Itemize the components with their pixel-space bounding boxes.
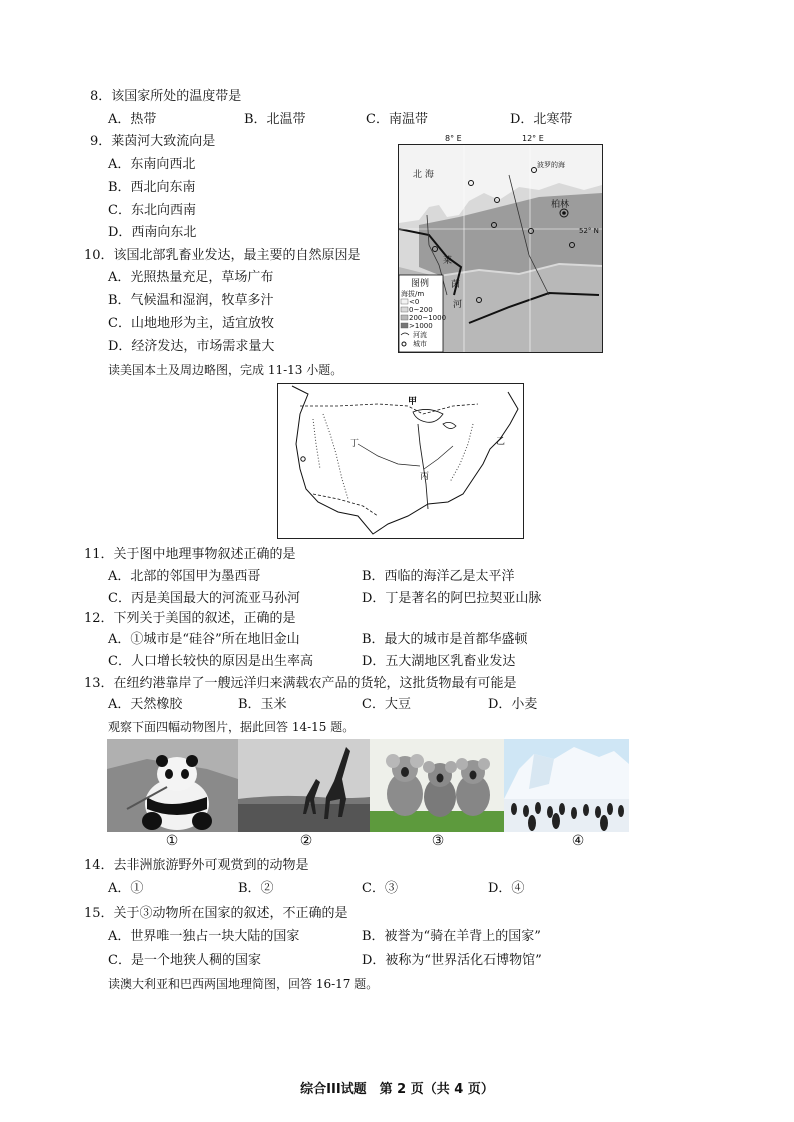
q9-stem: 9．莱茵河大致流向是 (90, 134, 216, 149)
q14-option-a: A．① (108, 881, 144, 896)
q13-option-c: C．大豆 (362, 697, 411, 712)
q8-option-c: C．南温带 (366, 112, 428, 127)
q15-option-b: B．被誉为“骑在羊背上的国家” (362, 929, 541, 944)
legend-item-2: 0~200 (409, 306, 433, 314)
q12-option-a: A．①城市是“硅谷”所在地旧金山 (108, 632, 300, 647)
intro-16-17: 读澳大利亚和巴西两国地理简图，回答 16-17 题。 (108, 977, 379, 991)
q10-stem: 10．该国北部乳畜业发达，最主要的自然原因是 (84, 248, 361, 263)
germany-map (398, 144, 603, 353)
q12-stem: 12．下列关于美国的叙述，正确的是 (84, 611, 296, 626)
q12-option-c: C．人口增长较快的原因是出生率高 (108, 654, 313, 669)
koala-image (370, 739, 504, 832)
q9-option-b: B．西北向东南 (108, 180, 196, 195)
legend-item-4: >1000 (409, 322, 433, 330)
q13-option-d: D．小麦 (488, 697, 538, 712)
photo-panda (107, 739, 238, 832)
rhine-char-3: 河 (453, 300, 463, 310)
q12-option-d: D．五大湖地区乳畜业发达 (362, 654, 516, 669)
q10-option-a: A．光照热量充足，草场广布 (108, 270, 274, 285)
photo-penguin (504, 739, 629, 832)
q11-option-c: C．丙是美国最大的河流亚马孙河 (108, 591, 300, 606)
legend-city: 城市 (413, 340, 427, 348)
q9-option-d: D．西南向东北 (108, 225, 197, 240)
q13-option-b: B．玉米 (238, 697, 287, 712)
usa-map-drawing (278, 384, 523, 538)
q8-option-d: D．北寒带 (510, 112, 573, 127)
panda-image (107, 739, 238, 832)
photo-caption-2: ② (299, 833, 313, 849)
lon-8-top: 8° E (445, 134, 462, 143)
baltic-sea-label: 波罗的海 (537, 161, 565, 169)
north-sea-label: 北 海 (413, 170, 434, 180)
q15-option-a: A．世界唯一独占一块大陆的国家 (108, 929, 300, 944)
photo-koala (370, 739, 504, 832)
q10-option-c: C．山地地形为主，适宜放牧 (108, 316, 274, 331)
legend-item-3: 200~1000 (409, 314, 447, 322)
q9-option-c: C．东北向西南 (108, 203, 196, 218)
q11-option-b: B．西临的海洋乙是太平洋 (362, 569, 515, 584)
label-jia: 甲 (408, 397, 418, 407)
q8-option-b: B．北温带 (244, 112, 306, 127)
q10-option-b: B．气候温和湿润，牧草多汁 (108, 293, 274, 308)
q10-option-d: D．经济发达，市场需求量大 (108, 339, 275, 354)
usa-map (277, 383, 524, 539)
q8-stem: 8．该国家所处的温度带是 (90, 89, 242, 104)
germany-map-drawing (399, 145, 602, 352)
q14-option-b: B．② (238, 881, 274, 896)
q15-option-c: C．是一个地狭人稠的国家 (108, 953, 261, 968)
q14-option-c: C．③ (362, 881, 398, 896)
label-yi: 乙 (496, 437, 506, 447)
intro-14-15: 观察下面四幅动物图片，据此回答 14-15 题。 (108, 720, 355, 734)
q11-option-a: A．北部的邻国甲为墨西哥 (108, 569, 261, 584)
legend-title: 图例 (411, 279, 430, 289)
penguin-image (504, 739, 629, 832)
photo-caption-1: ① (165, 833, 179, 849)
intro-11-13: 读美国本土及周边略图，完成 11-13 小题。 (108, 363, 343, 377)
q13-stem: 13．在纽约港靠岸了一艘远洋归来满载农产品的货轮，这批货物最有可能是 (84, 676, 517, 691)
q13-option-a: A．天然橡胶 (108, 697, 183, 712)
q14-stem: 14．去非洲旅游野外可观赏到的动物是 (84, 858, 309, 873)
q11-option-d: D．丁是著名的阿巴拉契亚山脉 (362, 591, 542, 606)
photo-caption-4: ④ (571, 833, 585, 849)
label-ding: 丁 (350, 439, 360, 449)
rhine-char-1: 莱 (443, 256, 453, 266)
q12-option-b: B．最大的城市是首都华盛顿 (362, 632, 528, 647)
berlin-label: 柏林 (551, 200, 570, 210)
q14-option-d: D．④ (488, 881, 525, 896)
lon-12-top: 12° E (522, 134, 544, 143)
rhine-char-2: 茵 (451, 280, 461, 290)
q15-option-d: D．被称为“世界活化石博物馆” (362, 953, 542, 968)
lat-52-label: 52° N (579, 227, 599, 235)
q9-option-a: A．东南向西北 (108, 157, 196, 172)
legend-elev-label: 海拔/m (401, 290, 425, 298)
q8-option-a: A．热带 (108, 112, 157, 127)
q15-stem: 15．关于③动物所在国家的叙述，不正确的是 (84, 906, 348, 921)
page-footer: 综合III试题 第 2 页（共 4 页） (300, 1082, 494, 1097)
label-bing: 丙 (420, 472, 430, 482)
q11-stem: 11．关于图中地理事物叙述正确的是 (84, 547, 296, 562)
photo-caption-3: ③ (431, 833, 445, 849)
photo-giraffe (238, 739, 370, 832)
giraffe-image (238, 739, 370, 832)
legend-item-1: <0 (409, 298, 420, 306)
legend-river: 河流 (413, 331, 427, 339)
